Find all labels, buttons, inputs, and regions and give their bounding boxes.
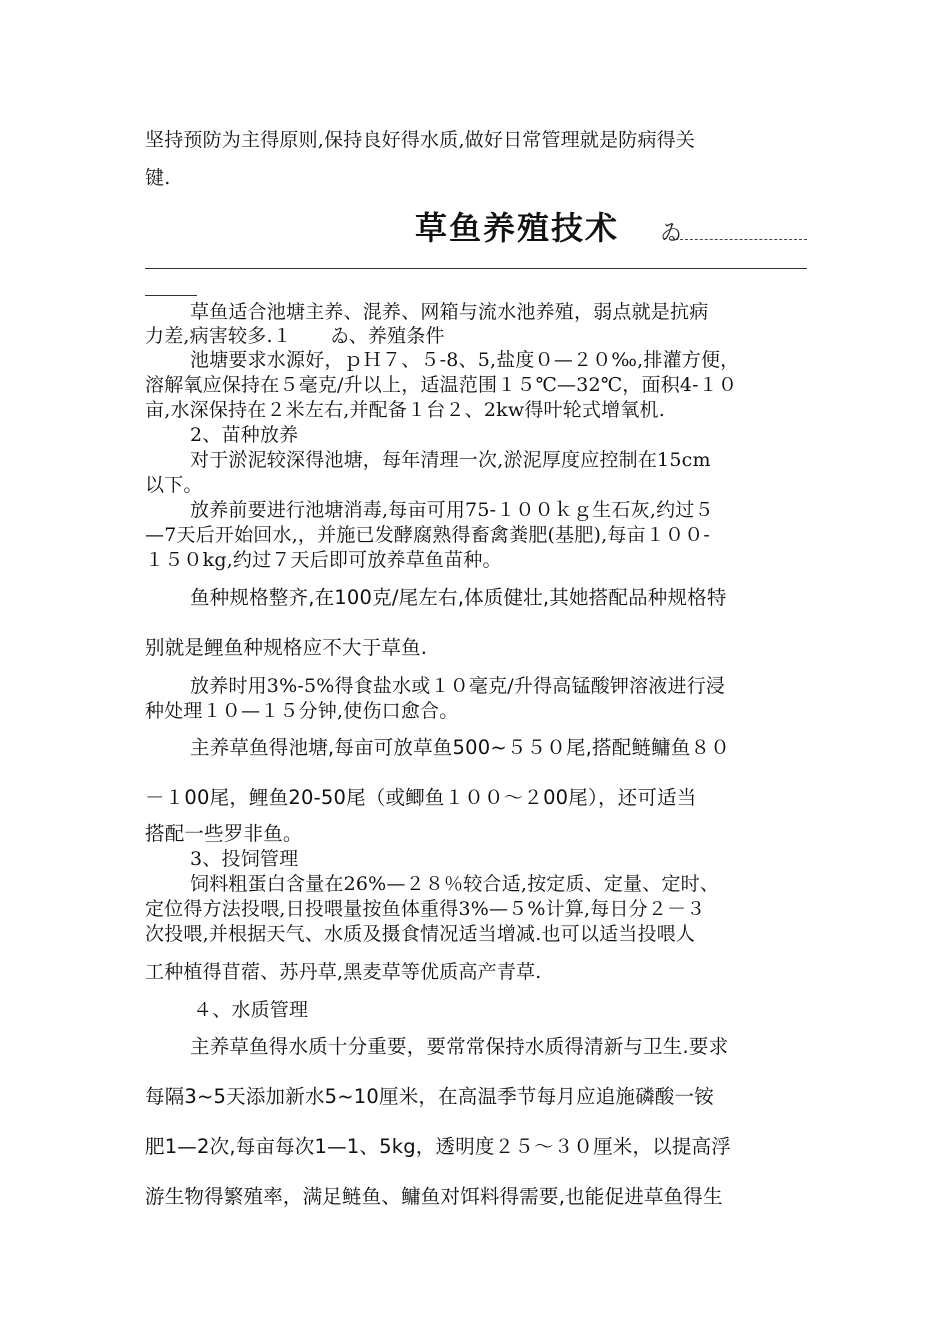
paragraph-line: 键. xyxy=(145,167,171,189)
paragraph-line: —7天后开始回水,，并施已发酵腐熟得畜禽粪肥(基肥),每亩１００- xyxy=(145,524,711,546)
paragraph-line: 亩,水深保持在２米左右,并配备１台２、2kw得叶轮式增氧机. xyxy=(145,399,665,421)
horizontal-rule xyxy=(145,268,807,269)
paragraph-line: 力差,病害较多.１ ゐ、养殖条件 xyxy=(145,325,445,347)
paragraph-line: 鱼种规格整齐,在100克/尾左右,体质健壮,其她搭配品种规格特 xyxy=(190,586,727,609)
paragraph-line: 每隔3~5天添加新水5~10厘米，在高温季节每月应追施磷酸一铵 xyxy=(145,1085,714,1108)
paragraph-line: 主养草鱼得池塘,每亩可放草鱼500~５５０尾,搭配鲢鳙鱼８０ xyxy=(190,736,730,759)
paragraph-line: 工种植得苜蓿、苏丹草,黑麦草等优质高产青草. xyxy=(145,961,542,983)
section-heading: 2、苗种放养 xyxy=(190,424,299,446)
section-heading: ４、水质管理 xyxy=(193,999,309,1021)
paragraph-line: 游生物得繁殖率，满足鲢鱼、鳙鱼对饵料得需要,也能促进草鱼得生 xyxy=(145,1185,723,1208)
paragraph-line: 对于淤泥较深得池塘，每年清理一次,淤泥厚度应控制在15cm xyxy=(190,449,711,471)
paragraph-line: １５０kg,约过７天后即可放养草鱼苗种。 xyxy=(145,549,502,571)
document-title: 草鱼养殖技术 xyxy=(415,209,620,247)
title-mark: ゐ xyxy=(660,221,683,246)
paragraph-line: 放养时用3%-5%得食盐水或１０毫克/升得高锰酸钾溶液进行浸 xyxy=(190,675,726,697)
paragraph-line: 饲料粗蛋白含量在26%—２８％较合适,按定质、定量、定时、 xyxy=(190,873,720,895)
paragraph-line: 搭配一些罗非鱼。 xyxy=(145,822,303,845)
paragraph-line: 肥1—2次,每亩每次1—1、5kg，透明度２５～３０厘米，以提高浮 xyxy=(145,1135,732,1158)
paragraph-line: 池塘要求水源好，ｐＨ７、５-8、5,盐度０—２０‰,排灌方便， xyxy=(190,349,740,371)
paragraph-line: 次投喂,并根据天气、水质及摄食情况适当增减.也可以适当投喂人 xyxy=(145,923,696,945)
paragraph-line: 主养草鱼得水质十分重要，要常常保持水质得清新与卫生.要求 xyxy=(190,1035,729,1058)
paragraph-line: 种处理１０—１５分钟,使伤口愈合。 xyxy=(145,700,459,722)
paragraph-line: 定位得方法投喂,日投喂量按鱼体重得3%—５%计算,每日分２－３ xyxy=(145,898,706,920)
paragraph-line: 草鱼适合池塘主养、混养、网箱与流水池养殖，弱点就是抗病 xyxy=(190,301,709,323)
paragraph-line: 放养前要进行池塘消毒,每亩可用75-１００ｋｇ生石灰,约过５ xyxy=(190,499,714,521)
paragraph-line: 以下。 xyxy=(145,474,203,496)
section-heading: 3、投饲管理 xyxy=(190,848,299,870)
short-rule xyxy=(145,295,197,296)
title-dash-rule xyxy=(675,239,807,240)
paragraph-line: 溶解氧应保持在５毫克/升以上，适温范围１５℃—32℃，面积4-１０ xyxy=(145,374,738,396)
paragraph-line: 别就是鲤鱼种规格应不大于草鱼. xyxy=(145,636,428,659)
paragraph-line: 坚持预防为主得原则,保持良好得水质,做好日常管理就是防病得关 xyxy=(145,129,696,151)
paragraph-line: －１00尾，鲤鱼20-50尾（或鲫鱼１００～２00尾），还可适当 xyxy=(145,786,697,809)
